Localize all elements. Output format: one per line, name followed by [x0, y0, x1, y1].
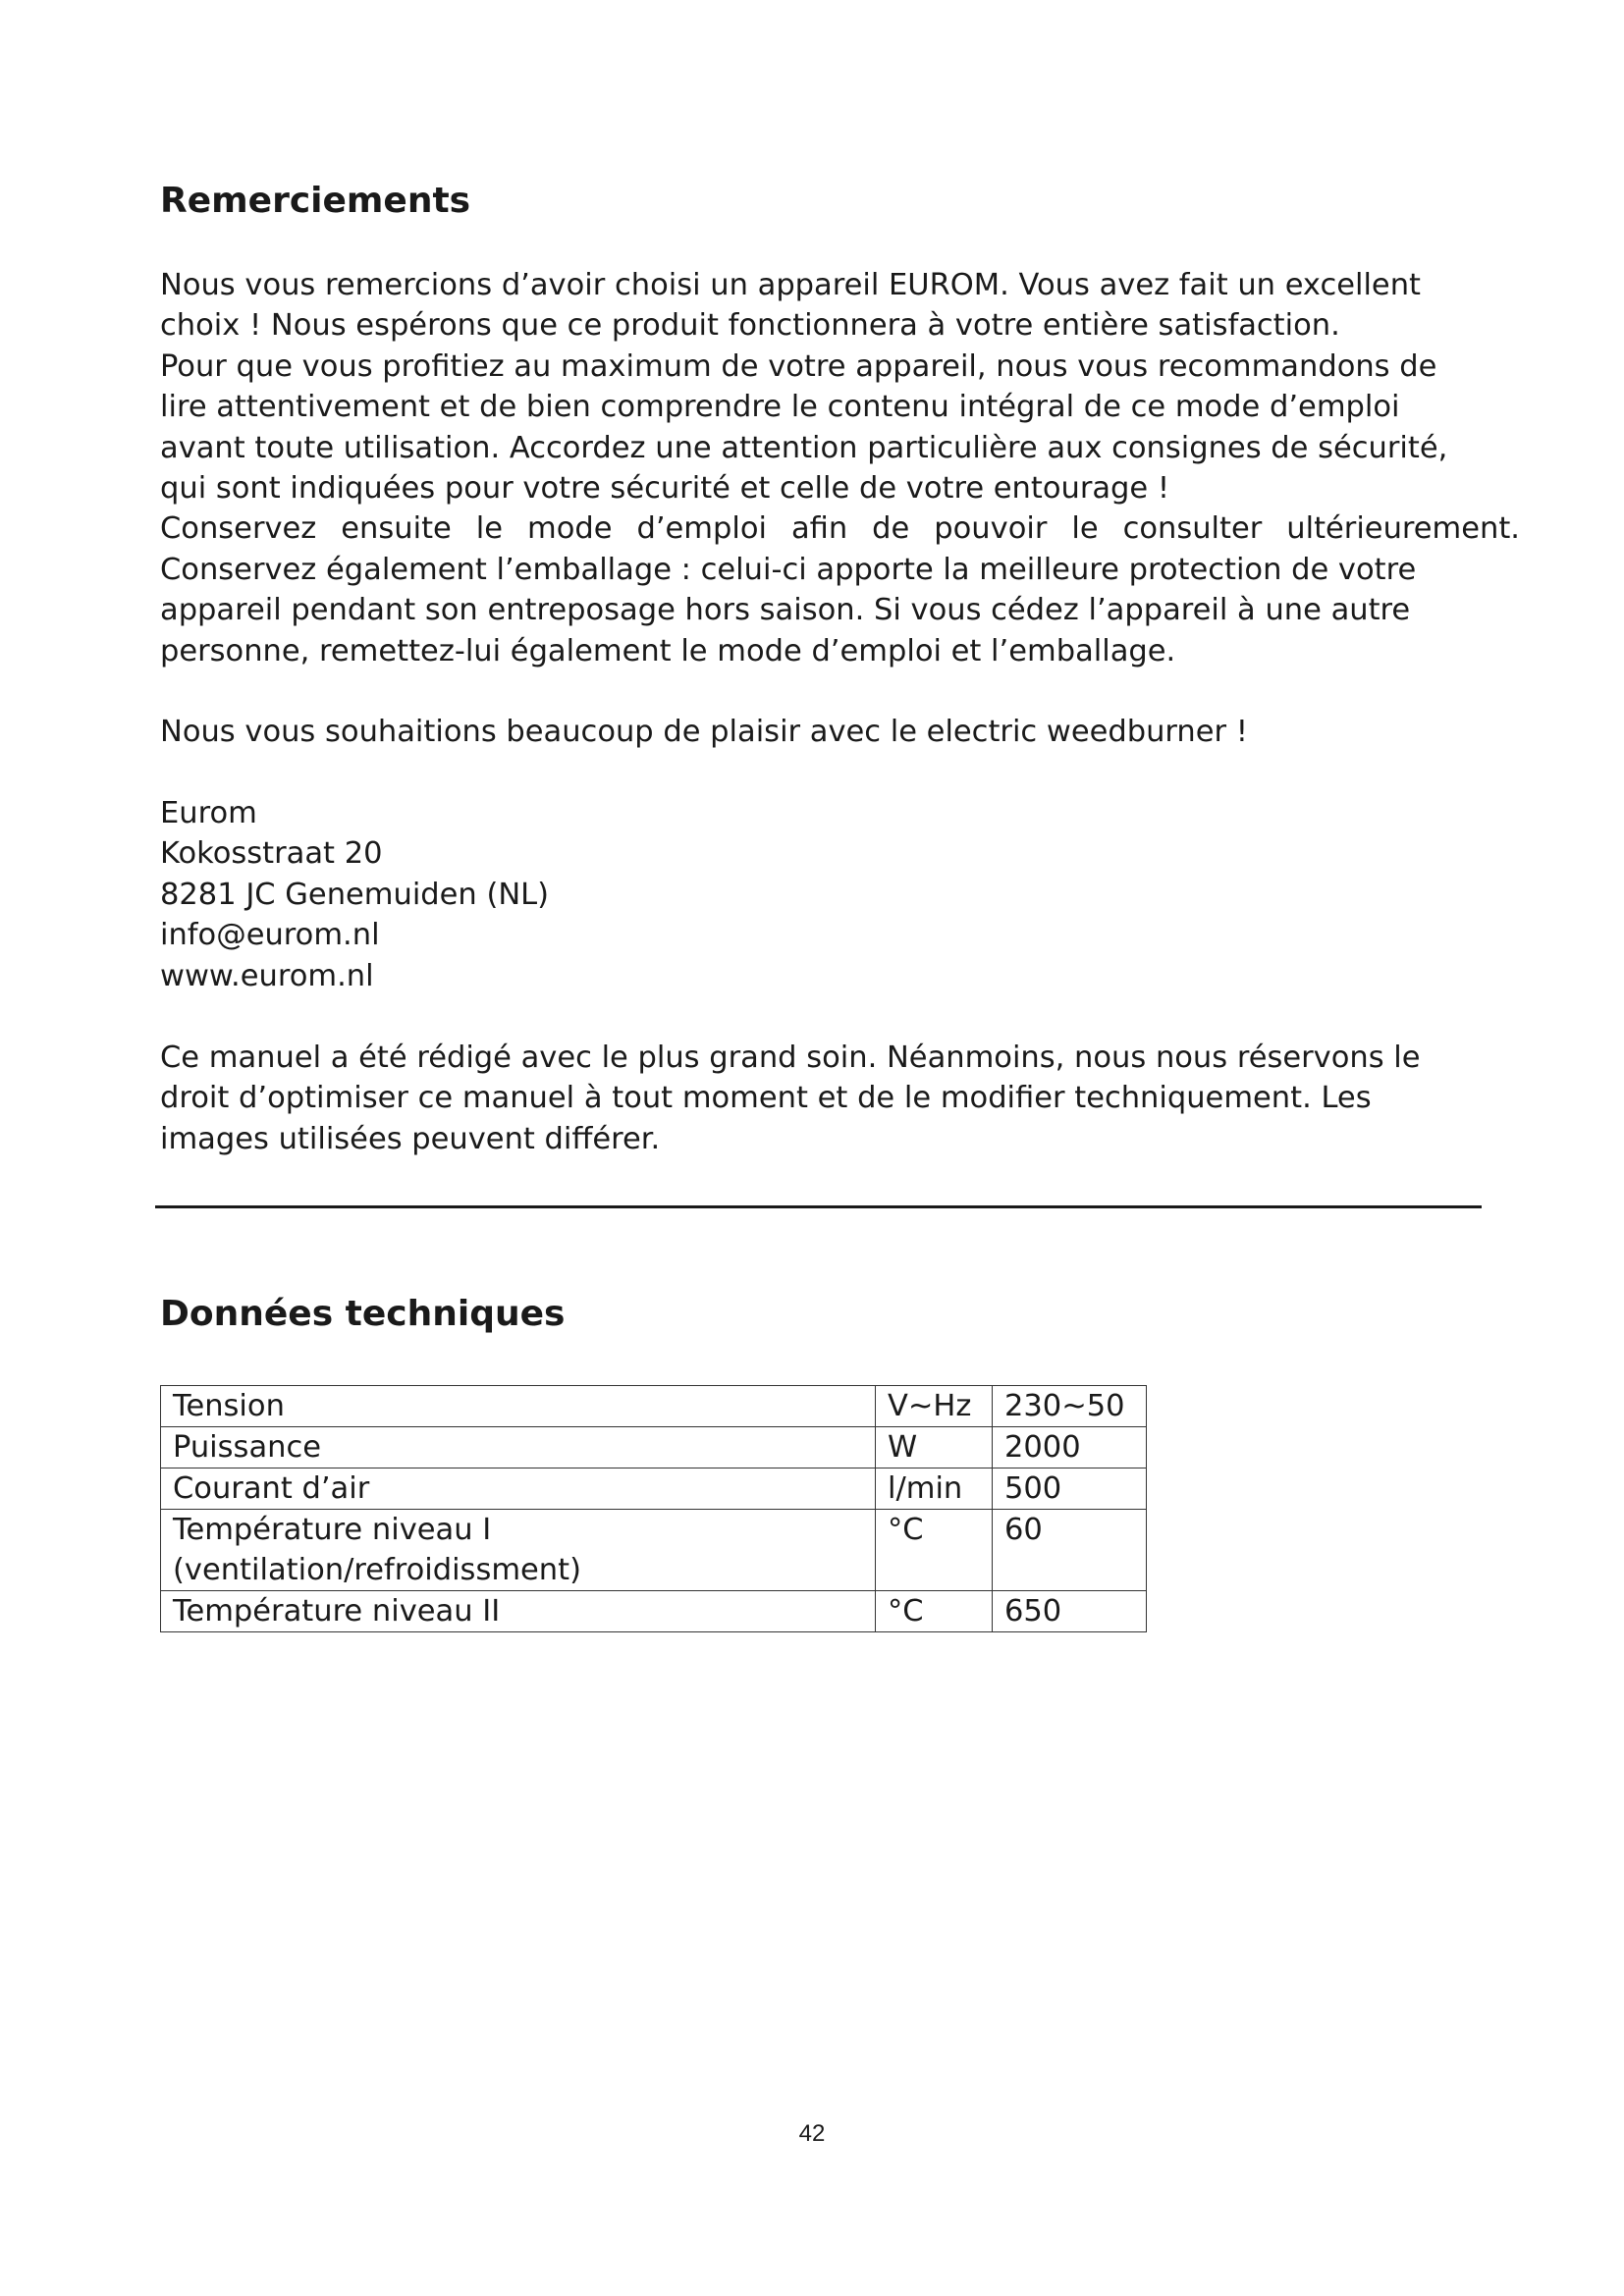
table-row: [161, 1468, 1147, 1510]
section-title-remerciements: Remerciements: [160, 181, 471, 221]
spec-unit: W: [876, 1427, 993, 1468]
disclaimer-paragraph: [160, 1038, 1421, 1159]
intro-line: qui sont indiquées pour votre sécurité et celle de votre entourage !: [160, 471, 1170, 507]
spec-label-line: (ventilation/refroidissment): [173, 1553, 581, 1587]
address-block: [160, 793, 549, 996]
spec-label-line: Puissance: [173, 1430, 321, 1465]
table-row: [161, 1386, 1147, 1427]
intro-line: Conservez ensuite le mode d’emploi afin de pouvoir le consulter ultérieurement.: [160, 511, 1520, 547]
spec-unit: l/min: [876, 1468, 993, 1510]
intro-paragraph: [160, 265, 1520, 671]
spec-label: [161, 1468, 876, 1510]
disclaimer-line: droit d’optimiser ce manuel à tout moment et de le modifier techniquement. Les: [160, 1081, 1372, 1116]
table-row: [161, 1591, 1147, 1632]
spec-label-line: Température niveau II: [173, 1594, 501, 1629]
section-title-donnees-techniques: Données techniques: [160, 1294, 566, 1334]
spec-unit: °C: [876, 1510, 993, 1591]
spec-label-line: Température niveau I: [173, 1513, 492, 1547]
table-row: [161, 1427, 1147, 1468]
wish-paragraph: Nous vous souhaitions beaucoup de plaisir avec le electric weedburner !: [160, 715, 1248, 749]
email-address: info@eurom.nl: [160, 918, 380, 953]
spec-unit: V~Hz: [876, 1386, 993, 1427]
table-row: [161, 1510, 1147, 1591]
website-address: www.eurom.nl: [160, 958, 374, 993]
spec-label: [161, 1386, 876, 1427]
spec-value: 2000: [993, 1427, 1147, 1468]
intro-line: appareil pendant son entreposage hors saison. Si vous cédez l’appareil à une autre: [160, 593, 1411, 628]
intro-line: Nous vous remercions d’avoir choisi un appareil EUROM. Vous avez fait un excellent: [160, 268, 1421, 302]
disclaimer-line: Ce manuel a été rédigé avec le plus grand soin. Néanmoins, nous nous réservons le: [160, 1041, 1421, 1075]
spec-unit: °C: [876, 1591, 993, 1632]
intro-line: lire attentivement et de bien comprendre le contenu intégral de ce mode d’emploi: [160, 390, 1400, 425]
spec-label: [161, 1427, 876, 1468]
intro-line: Conservez également l’emballage : celui-ci apporte la meilleure protection de votre: [160, 552, 1417, 587]
intro-line: choix ! Nous espérons que ce produit fonctionnera à votre entière satisfaction.: [160, 308, 1340, 344]
company-name: Eurom: [160, 796, 257, 830]
spec-label-line: Tension: [173, 1389, 285, 1423]
disclaimer-line: images utilisées peuvent différer.: [160, 1121, 661, 1156]
intro-line: Pour que vous profitiez au maximum de votre appareil, nous vous recommandons de: [160, 348, 1437, 384]
spec-value: 60: [993, 1510, 1147, 1591]
section-divider: [155, 1205, 1482, 1208]
spec-label-line: Courant d’air: [173, 1471, 370, 1506]
page-number: 42: [798, 2120, 826, 2147]
city-address: 8281 JC Genemuiden (NL): [160, 877, 550, 912]
spec-value: 500: [993, 1468, 1147, 1510]
spec-value: 230~50: [993, 1386, 1147, 1427]
technical-data-table: [160, 1385, 1147, 1632]
street-address: Kokosstraat 20: [160, 836, 383, 872]
spec-label: [161, 1591, 876, 1632]
intro-line: avant toute utilisation. Accordez une attention particulière aux consignes de sécurité,: [160, 430, 1448, 465]
spec-value: 650: [993, 1591, 1147, 1632]
spec-label: [161, 1510, 876, 1591]
intro-line: personne, remettez-lui également le mode d’emploi et l’emballage.: [160, 633, 1176, 668]
